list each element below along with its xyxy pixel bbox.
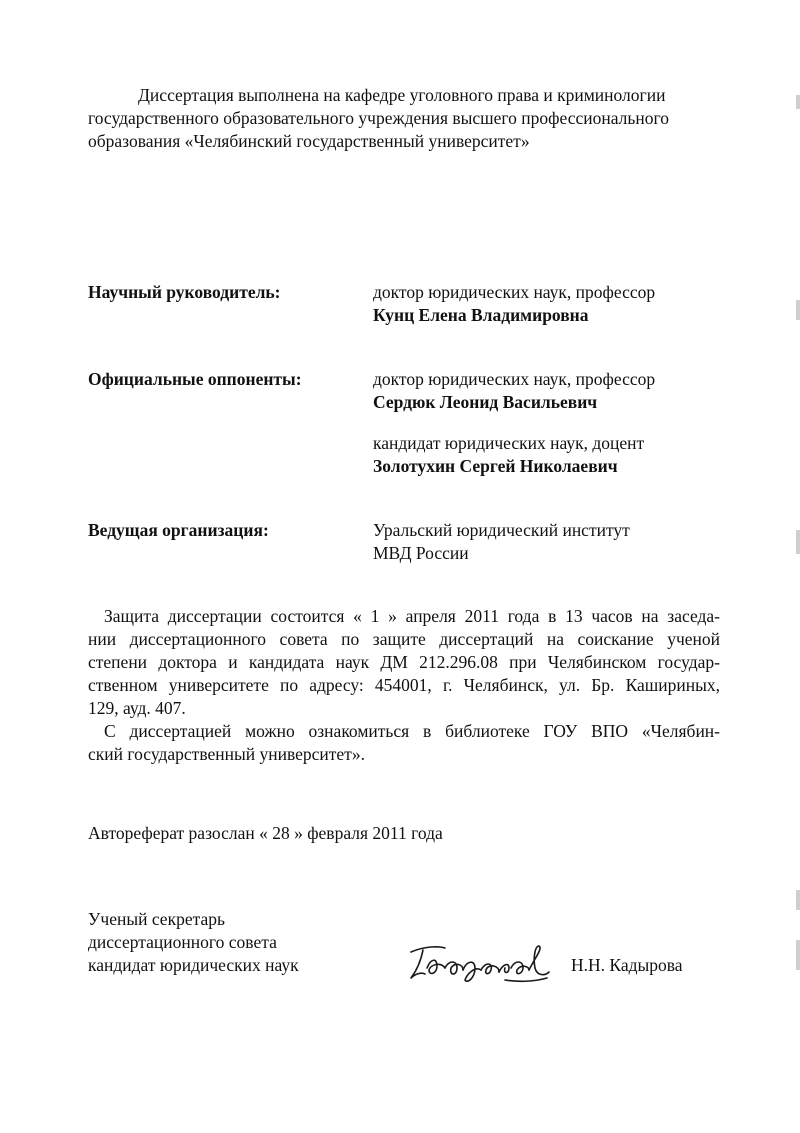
lead-org-info [373, 519, 630, 565]
scan-edge-mark [796, 940, 800, 970]
defense-line-3: степени доктора и кандидата наук ДМ 212.296.08 при Челябинском государ- [88, 652, 720, 672]
opponent-2 [373, 432, 644, 478]
lead-org-label: Ведущая организация: [88, 520, 269, 540]
signer-name: Н.Н. Кадырова [571, 955, 683, 975]
opponent-1 [373, 368, 655, 414]
supervisor-name: Кунц Елена Владимировна [373, 305, 589, 325]
scan-edge-mark [796, 95, 800, 109]
defense-line-2: нии диссертационного совета по защите диссертаций на соискание ученой [88, 629, 720, 649]
intro-paragraph [88, 84, 728, 153]
opponent-2-title: кандидат юридических наук, доцент [373, 433, 645, 453]
secretary-line-2: диссертационного совета [88, 932, 277, 952]
secretary-line-3: кандидат юридических наук [88, 955, 299, 975]
scan-edge-mark [796, 300, 800, 320]
secretary-line-1: Ученый секретарь [88, 909, 225, 929]
scan-edge-mark [796, 530, 800, 554]
opponents-label: Официальные оппоненты: [88, 369, 302, 389]
handwritten-signature [405, 938, 553, 988]
opponent-2-name: Золотухин Сергей Николаевич [373, 456, 618, 476]
supervisor-title: доктор юридических наук, профессор [373, 282, 656, 302]
defense-line-4: ственном университете по адресу: 454001, г. Челябинск, ул. Бр. Кашириных, [88, 675, 720, 695]
defense-line-5: 129, ауд. 407. [88, 698, 186, 718]
supervisor-info [373, 281, 655, 327]
defense-line-7: ский государственный университет». [88, 744, 365, 764]
intro-line-1: Диссертация выполнена на кафедре уголовного права и криминологии [138, 85, 666, 105]
lead-org-line-1: Уральский юридический институт [373, 520, 630, 540]
lead-org-line-2: МВД России [373, 543, 469, 563]
defense-line-1: Защита диссертации состоится « 1 » апреля 2011 года в 13 часов на заседа- [104, 606, 720, 626]
scan-edge-mark [796, 890, 800, 910]
opponent-1-title: доктор юридических наук, профессор [373, 369, 656, 389]
secretary-block [88, 908, 299, 977]
mailing-date: Автореферат разослан « 28 » февраля 2011 года [88, 823, 443, 843]
supervisor-label: Научный руководитель: [88, 282, 281, 302]
intro-line-3: образования «Челябинский государственный университет» [88, 131, 530, 151]
defense-line-6: С диссертацией можно ознакомиться в библиотеке ГОУ ВПО «Челябин- [104, 721, 720, 741]
defense-paragraph [88, 605, 720, 766]
intro-line-2: государственного образовательного учреждения высшего профессионального [88, 108, 669, 128]
opponent-1-name: Сердюк Леонид Васильевич [373, 392, 598, 412]
